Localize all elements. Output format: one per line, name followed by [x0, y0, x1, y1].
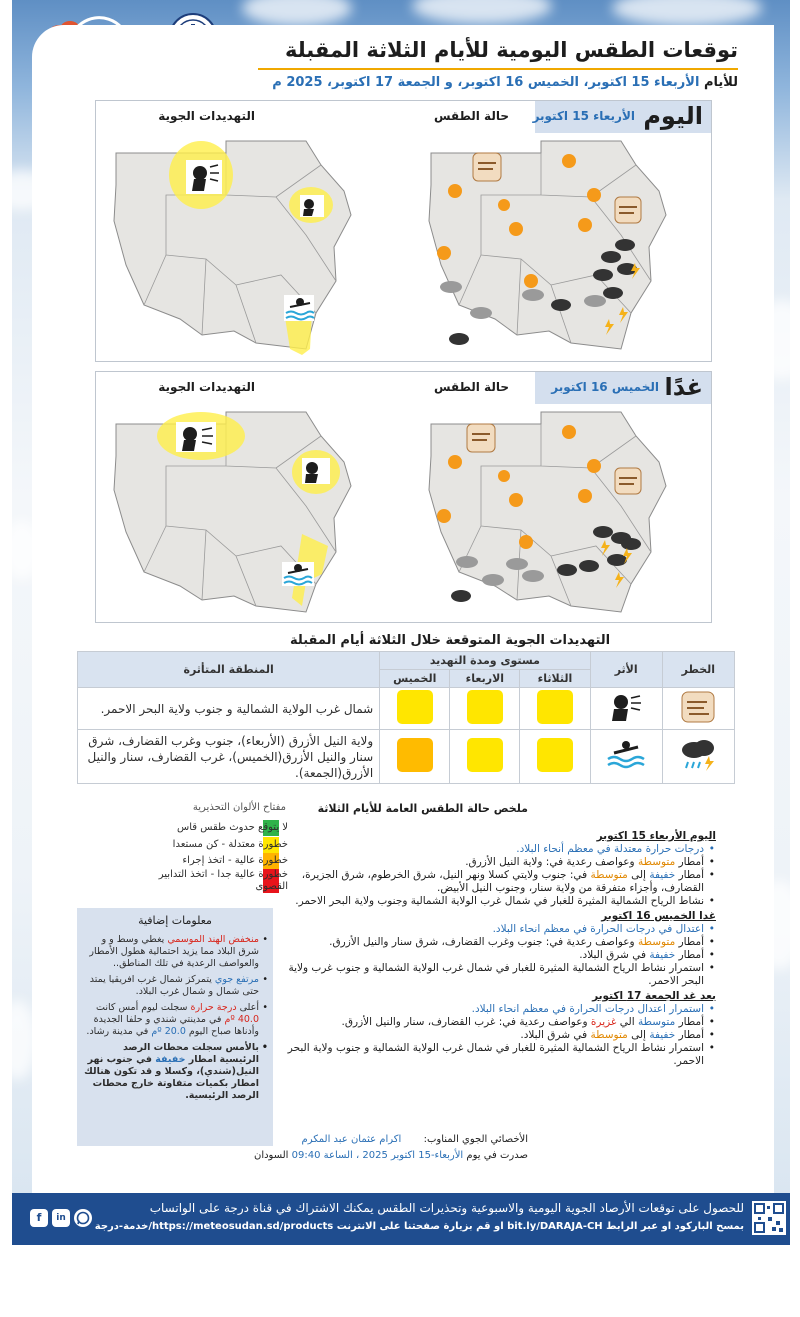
- table-row: [78, 688, 735, 730]
- tomorrow-day-box: [535, 372, 711, 404]
- subtitle-prefix: للأيام: [703, 75, 738, 90]
- list-item: [276, 936, 716, 949]
- summary-text: وعواصف رعدية في: غرب القضارف، سنار والنيل الأزرق.: [341, 1016, 591, 1028]
- footer-bar: [12, 1193, 790, 1245]
- list-item: [276, 856, 716, 869]
- list-item: • نشاط الرياح الشمالية المثيرة للغبار في شمال غرب الولاية الشمالية وجنوب ولاية البحر الاحمر.: [276, 895, 716, 908]
- info-text: في مدينة رشاد.: [86, 1026, 152, 1037]
- level-cell: [450, 730, 520, 784]
- summary-day2-list: [276, 923, 716, 988]
- tomorrow-weather-heading: حالة الطقس: [433, 380, 509, 394]
- coughing-person-icon: [608, 691, 644, 723]
- tomorrow-date: الخميس 16 اكتوبر: [551, 380, 659, 394]
- info-highlight: منخفض الهند الموسمي: [167, 934, 259, 945]
- list-item: [276, 949, 716, 962]
- tomorrow-dust-impact-icon-1: [176, 422, 216, 452]
- info-text: بالأمس سجلت محطات الرصد الرئيسية امطار: [122, 1042, 259, 1065]
- level-swatch: [467, 738, 503, 772]
- forecaster-line: [302, 1134, 528, 1145]
- info-item-monsoon: [83, 934, 267, 970]
- subtitle-days: الأربعاء 15 اكتوبر، الخميس 16 اكتوبر، و الجمعة 17 اكتوبر، 2025 م: [272, 75, 700, 90]
- issued-suffix: السودان: [253, 1150, 292, 1161]
- summary-title: ملخص حالة الطقس العامة للأيام الثلاثة: [317, 802, 528, 815]
- summary-highlight: خفيفة: [649, 1029, 676, 1041]
- linkedin-icon[interactable]: in: [52, 1209, 70, 1227]
- summary-text: أمطار: [675, 936, 704, 948]
- forecaster-name: اكرام عثمان عبد المكرم: [301, 1134, 402, 1145]
- level-cell: [380, 730, 450, 784]
- header-area: المنطقة المتأثرة: [78, 652, 380, 688]
- key-label-orange: خطورة عالية - اتخذ إجراء: [182, 855, 288, 866]
- info-text: في جنوب نهر النيل(شندي)، وكسلا و قد تكون هنالك امطار بكميات متفاوتة خارج محطات الرصد الرئيسية.: [84, 1054, 259, 1101]
- threat-table: [77, 651, 735, 784]
- hazard-cell: [662, 688, 734, 730]
- list-item: • استمرار نشاط الرياح الشمالية المثيرة للغبار في شمال غرب الولاية الشمالية و جنوب ولاية البحر الاحمر.: [276, 1042, 716, 1068]
- info-min-temp: 20.0 ºم: [151, 1026, 186, 1037]
- summary-highlight: خفيفة: [649, 869, 676, 881]
- footer-line-1: للحصول على توقعات الأرصاد الجوية اليومية والاسبوعية وتحذيرات الطقس يمكنك الاشتراك في قناة درجة على الواتساب: [149, 1201, 744, 1215]
- table-row: [78, 730, 735, 784]
- header-thu: الخميس: [380, 670, 450, 688]
- issued-datetime: الأربعاء-15 اكتوبر 2025 ، الساعة 09:40: [291, 1150, 464, 1161]
- summary-day1-list: [276, 843, 716, 908]
- key-label-red: خطورة عالية جدا - اتخذ التدابير القصوى: [158, 869, 288, 892]
- page-title: توقعات الطقس اليومية للأيام الثلاثة المقبلة: [284, 38, 738, 62]
- summary-highlight: خفيفة: [649, 949, 676, 961]
- summary-text: أمطار: [675, 949, 704, 961]
- summary-text: أمطار: [675, 1016, 704, 1028]
- level-swatch: [397, 738, 433, 772]
- today-threats-heading: التهديدات الجوية: [158, 109, 255, 123]
- header-hazard: الخطر: [662, 652, 734, 688]
- dust-storm-icon: [680, 690, 716, 724]
- summary-text: وعواصف رعدية في: جنوب وغرب القضارف، شرق سنار والنيل الأزرق.: [329, 936, 638, 948]
- summary-text: إلى: [627, 869, 650, 881]
- info-text: في مدينتي شندي و حلفا الجديدة وأدناها صباح اليوم: [93, 1014, 259, 1037]
- info-highlight: مرتفع جوي: [214, 974, 259, 985]
- info-item-temperature: [83, 1002, 267, 1038]
- tomorrow-flood-impact-icon: [282, 562, 314, 586]
- summary-highlight: متوسطة: [637, 1016, 676, 1028]
- weather-summary: [276, 828, 716, 1068]
- issued-prefix: صدرت في يوم: [463, 1150, 528, 1161]
- info-item-high-pressure: [83, 974, 267, 998]
- summary-highlight: متوسطة: [637, 936, 676, 948]
- header-impact: الأثر: [590, 652, 662, 688]
- summary-text: أمطار: [675, 869, 704, 881]
- level-swatch: [537, 690, 573, 724]
- list-item: • استمرار نشاط الرياح الشمالية المثيرة للغبار في شمال غرب الولاية الشمالية و جنوب غرب ولاية البحر الاحمر.: [276, 962, 716, 988]
- today-date: الأربعاء 15 اكتوبر: [532, 109, 635, 123]
- today-weather-heading: حالة الطقس: [433, 109, 509, 123]
- title-underline: [258, 68, 738, 70]
- tomorrow-dust-hazard-icon-2: [615, 468, 641, 494]
- today-threats-map: [106, 135, 376, 357]
- list-item: • اعتدال في درجات الحرارة في معظم انحاء البلاد.: [276, 923, 716, 936]
- issued-line: [254, 1150, 528, 1161]
- level-cell: [520, 688, 590, 730]
- additional-info-box: [77, 908, 273, 1146]
- summary-text: وعواصف رعدية في: ولاية النيل الأزرق.: [465, 856, 638, 868]
- level-swatch: [397, 690, 433, 724]
- facebook-icon[interactable]: f: [30, 1209, 48, 1227]
- today-dust-hazard-icon-1: [473, 153, 501, 181]
- qr-code[interactable]: [752, 1201, 786, 1235]
- info-title: معلومات إضافية: [138, 914, 212, 927]
- color-key-title: مفتاح الألوان التحذيرية: [192, 802, 286, 813]
- key-label-green: لا يتوقع حدوث طقس قاس: [177, 822, 288, 833]
- summary-text: أمطار: [675, 1029, 704, 1041]
- hazard-cell: [662, 730, 734, 784]
- summary-highlight: متوسطة: [637, 856, 676, 868]
- today-weather-map: [421, 135, 701, 357]
- impact-cell: [590, 730, 662, 784]
- row-area: شمال غرب الولاية الشمالية و جنوب ولاية البحر الاحمر.: [78, 688, 380, 730]
- info-text: أعلى: [236, 1002, 259, 1013]
- info-text: سجلت ليوم أمس كانت: [96, 1002, 191, 1013]
- key-label-yellow: خطورة معتدلة - كن مستعدا: [172, 839, 288, 850]
- whatsapp-glyph-icon: [74, 1209, 92, 1227]
- info-text: يغطي وسط و و شرق البلاد مما يزيد احتمالية هطول الأمطار والعواصف الرعدية في تلك المناطق..: [89, 934, 259, 969]
- summary-highlight: متوسطة: [590, 1029, 628, 1041]
- summary-highlight: متوسطة: [590, 869, 628, 881]
- list-item: [276, 869, 716, 895]
- summary-text: في شرق البلاد.: [520, 1029, 591, 1041]
- summary-day3-list: [276, 1003, 716, 1068]
- qr-code-icon: [752, 1201, 786, 1235]
- today-day-box: [532, 101, 711, 133]
- today-panel: [95, 100, 712, 362]
- today-flood-impact-icon: [284, 295, 314, 321]
- info-highlight: درجة حرارة: [190, 1002, 237, 1013]
- tomorrow-weather-map: [421, 406, 701, 618]
- list-item: [276, 1029, 716, 1042]
- list-item: • استمرار اعتدال درجات الحرارة في معظم انحاء البلاد.: [276, 1003, 716, 1016]
- page-subtitle: [272, 75, 738, 90]
- today-dust-impact-icon-2: [300, 195, 324, 217]
- today-dust-hazard-icon-2: [615, 197, 641, 223]
- threat-table-title: التهديدات الجوية المتوقعة خلال الثلاثة أيام المقبلة: [290, 633, 611, 648]
- today-day-label: اليوم: [643, 102, 703, 130]
- list-item: • درجات حرارة معتدلة في معظم أنحاء البلاد.: [276, 843, 716, 856]
- whatsapp-icon[interactable]: [74, 1209, 92, 1227]
- summary-text: إلى: [627, 1029, 650, 1041]
- info-item-rainfall: [83, 1042, 267, 1102]
- tomorrow-dust-impact-icon-2: [302, 458, 330, 484]
- thunderstorm-rain-icon: [678, 738, 718, 772]
- tomorrow-dust-hazard-icon-1: [467, 424, 495, 452]
- impact-cell: [590, 688, 662, 730]
- tomorrow-day-label: غدًا: [664, 373, 703, 401]
- today-dust-impact-icon-1: [186, 160, 222, 194]
- tomorrow-panel: [95, 371, 712, 623]
- header-level-duration: مستوى ومدة التهديد: [380, 652, 590, 670]
- flood-person-icon: [606, 739, 646, 771]
- info-highlight: خفيفة: [155, 1054, 186, 1065]
- level-swatch: [537, 738, 573, 772]
- summary-text: أمطار: [675, 856, 704, 868]
- level-cell: [450, 688, 520, 730]
- info-text: يتمركز شمال غرب افريقيا يمتد حتى شمال و شمال غرب البلاد.: [89, 974, 259, 997]
- forecaster-role: الأخصائي الجوي المناوب:: [423, 1134, 528, 1145]
- tomorrow-threats-map: [106, 406, 376, 618]
- level-cell: [380, 688, 450, 730]
- summary-text: في: جنوب ولايتي كسلا ونهر النيل، شرق الخرطوم، شرق الجزيرة، القضارف، وأجزاء متفرقة من ولاية سنار، وجنوب النيل الأبيض.: [301, 869, 704, 894]
- header-tue: الثلاثاء: [520, 670, 590, 688]
- level-cell: [520, 730, 590, 784]
- summary-highlight: غزيرة: [590, 1016, 617, 1028]
- tomorrow-threats-heading: التهديدات الجوية: [158, 380, 255, 394]
- summary-text: الي: [616, 1016, 638, 1028]
- summary-text: في شرق البلاد.: [579, 949, 650, 961]
- row-area: ولاية النيل الأزرق (الأربعاء)، جنوب وغرب القضارف، شرق سنار والنيل الأزرق(الخميس)، غرب القضارف، سنار والنيل الأزرق(الجمعة).: [78, 730, 380, 784]
- summary-day1-heading: اليوم الأربعاء 15 اكتوبر: [596, 830, 716, 842]
- header-wed: الاربعاء: [450, 670, 520, 688]
- list-item: [276, 1016, 716, 1029]
- summary-day3-heading: بعد غد الجمعة 17 اكتوبر: [592, 990, 716, 1002]
- level-swatch: [467, 690, 503, 724]
- footer-line-2: بمسح الباركود او عبر الرابط bit.ly/DARAJA-CH او قم بزيارة صفحتنا على الانترنت https://meteosudan.sd/products/خدمة-درجة: [94, 1221, 744, 1232]
- summary-day2-heading: غدا الخميس 16 اكتوبر: [601, 910, 716, 922]
- info-list: [83, 934, 267, 1106]
- info-max-temp: 40.0 ºم: [224, 1014, 259, 1025]
